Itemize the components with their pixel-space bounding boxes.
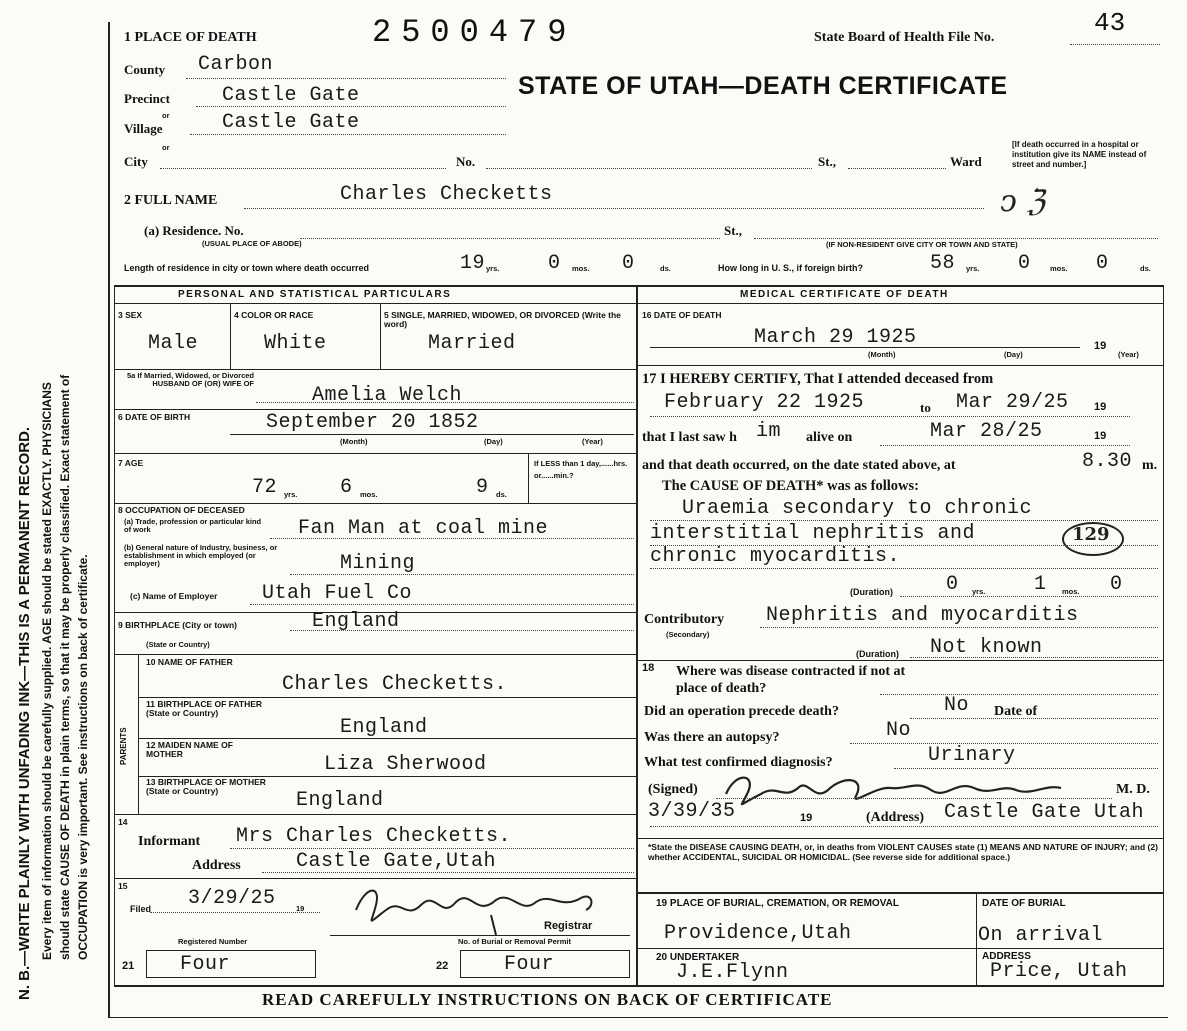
industry-line <box>290 574 634 575</box>
mother-bp-label: 13 BIRTHPLACE OF MOTHER (State or Country) <box>146 777 266 796</box>
informant-address-line <box>262 872 634 873</box>
informant-value: Mrs Charles Checketts. <box>236 825 512 848</box>
duration-mos-unit: mos. <box>1062 587 1080 596</box>
row16-line <box>636 365 1163 366</box>
death-time-text: and that death occurred, on the date stated above, at <box>642 458 956 473</box>
row14-line <box>114 878 636 879</box>
place-of-death-label: 1 PLACE OF DEATH <box>124 30 257 45</box>
row3-line <box>114 369 636 370</box>
row6-line <box>114 453 636 454</box>
sex-label: 3 SEX <box>118 310 143 320</box>
medical-heading-line <box>636 303 1163 304</box>
county-label: County <box>124 62 166 77</box>
left-inner-border <box>114 285 115 985</box>
item-15: 15 <box>118 881 128 891</box>
length-residence-label: Length of residence in city or town where death occurred <box>124 263 370 273</box>
less-than-label: If LESS than 1 day,......hrs. or......min.? <box>534 459 628 480</box>
undertaker-address-label: ADDRESS <box>982 951 1031 962</box>
duration-label: (Duration) <box>850 587 893 597</box>
date-of-death-value: March 29 1925 <box>754 326 917 349</box>
dob-year-label: (Year) <box>582 437 603 446</box>
cause-code: 129 <box>1072 524 1110 545</box>
parents-divider <box>138 654 139 814</box>
row7-line <box>114 503 636 504</box>
mother-label: 12 MAIDEN NAME OF MOTHER <box>146 740 233 759</box>
side-note-3: should state CAUSE OF DEATH in plain terms, so that it may be properly classified. Exact statement of <box>58 374 72 960</box>
residence-st-label: St., <box>724 223 743 238</box>
duration-yrs: 0 <box>946 573 959 596</box>
operation-label: Did an operation precede death? <box>644 704 839 719</box>
village-label: Village <box>124 121 163 136</box>
item-21: 21 <box>122 960 135 972</box>
date-of-death-line <box>650 347 1080 348</box>
filed-line <box>150 912 320 913</box>
father-bp-value: England <box>340 716 428 739</box>
cause-line-1-rule <box>650 520 1158 521</box>
us-yrs: 58 <box>930 252 956 275</box>
length-ds-unit: ds. <box>660 264 671 273</box>
informant-line <box>230 848 634 849</box>
birthplace-value: England <box>312 610 400 633</box>
village-value: Castle Gate <box>222 111 360 134</box>
bottom-grid-line <box>114 985 1164 987</box>
row5a-line <box>114 409 636 410</box>
signed-rule <box>716 798 1112 799</box>
contrib-duration-label: (Duration) <box>856 649 899 659</box>
registrar-line <box>330 935 630 936</box>
middle-divider <box>636 285 638 985</box>
autopsy-value: No <box>886 719 912 742</box>
permit-label: No. of Burial or Removal Permit <box>458 937 571 946</box>
age-yrs-unit: yrs. <box>284 490 298 499</box>
occupation-label: 8 OCCUPATION OF DECEASED <box>118 505 245 515</box>
city-label: City <box>124 154 148 169</box>
age-ds: 9 <box>476 476 489 499</box>
occupation-line <box>270 538 634 539</box>
item-22: 22 <box>436 960 449 972</box>
or-2: or <box>162 143 170 152</box>
age-divider <box>528 453 529 503</box>
burial-date-value: On arrival <box>978 924 1104 947</box>
frame-bottom <box>108 1017 1168 1018</box>
item-14: 14 <box>118 817 128 827</box>
cause-line-1: Uraemia secondary to chronic <box>682 497 1033 520</box>
sign-year-prefix: 19 <box>800 812 813 824</box>
occ-a-label: (a) Trade, profession or particular kind of work <box>124 517 262 534</box>
dob-day-label: (Day) <box>484 437 503 446</box>
dob-line <box>230 434 634 435</box>
burial-date-label: DATE OF BURIAL <box>982 898 1066 909</box>
registrar-label: Registrar <box>544 920 593 932</box>
us-ds: 0 <box>1096 252 1109 275</box>
death-day-label: (Day) <box>1004 350 1023 359</box>
village-line <box>190 134 506 135</box>
sign-date-value: 3/39/35 <box>648 800 736 823</box>
sex-value: Male <box>148 332 199 355</box>
father-value: Charles Checketts. <box>282 673 508 696</box>
residence-label: (a) Residence. No. <box>144 223 244 238</box>
spouse-label: 5a If Married, Widowed, or Divorced HUSBAND OF (OR) WIFE OF <box>126 371 254 388</box>
last-saw-him: im <box>756 420 782 443</box>
cause-line-2: interstitial nephritis and <box>650 522 976 545</box>
attended-from: February 22 1925 <box>664 391 865 414</box>
certificate-number: 2500479 <box>372 14 577 51</box>
personal-heading: PERSONAL AND STATISTICAL PARTICULARS <box>178 289 452 300</box>
residence-line <box>300 238 720 239</box>
employer-value: Utah Fuel Co <box>262 582 413 605</box>
physician-address-value: Castle Gate Utah <box>944 801 1145 824</box>
birthplace-sub: (State or Country) <box>146 640 210 649</box>
md-label: M. D. <box>1116 782 1150 797</box>
dob-label: 6 DATE OF BIRTH <box>118 412 191 422</box>
dob-month-label: (Month) <box>340 437 368 446</box>
father-bp-label: 11 BIRTHPLACE OF FATHER (State or Country) <box>146 699 263 718</box>
us-length-label: How long in U. S., if foreign birth? <box>718 263 863 273</box>
item-18: 18 <box>642 662 655 674</box>
undertaker-address-value: Price, Utah <box>990 960 1128 983</box>
to-year-prefix: 19 <box>1094 401 1107 413</box>
physician-address-label: (Address) <box>866 810 925 825</box>
row19-line <box>636 948 1163 949</box>
side-note-1: N. B.—WRITE PLAINLY WITH UNFADING INK—THIS IS A PERMANENT RECORD. <box>16 426 33 1000</box>
operation-rule <box>910 718 1158 719</box>
length-yrs-unit: yrs. <box>486 264 500 273</box>
st-label: St., <box>818 154 837 169</box>
length-ds: 0 <box>622 252 635 275</box>
us-mos-unit: mos. <box>1050 264 1068 273</box>
duration-rule <box>900 596 1158 597</box>
test-label: What test confirmed diagnosis? <box>644 755 833 770</box>
duration-yrs-unit: yrs. <box>972 587 986 596</box>
duration-mos: 1 <box>1034 573 1047 596</box>
no-label: No. <box>456 154 476 169</box>
full-name-label: 2 FULL NAME <box>124 193 218 208</box>
attended-line <box>650 416 1130 417</box>
residence-sub: (USUAL PLACE OF ABODE) <box>202 239 302 248</box>
personal-heading-line <box>114 303 636 304</box>
row9-line <box>114 654 636 655</box>
ward-label: Ward <box>950 154 982 169</box>
operation-value: No <box>944 694 970 717</box>
footer-instructions: READ CAREFULLY INSTRUCTIONS ON BACK OF CERTIFICATE <box>262 990 833 1009</box>
contrib-duration-rule <box>910 657 1158 658</box>
burial-label: 19 PLACE OF BURIAL, CREMATION, OR REMOVAL <box>656 898 899 909</box>
filed-label: Filed <box>130 904 152 914</box>
nonresident-note: (IF NON-RESIDENT GIVE CITY OR TOWN AND STATE) <box>826 240 1018 249</box>
right-border <box>1163 285 1164 985</box>
contrib-duration-value: Not known <box>930 636 1043 659</box>
attended-to: Mar 29/25 <box>956 391 1069 414</box>
date-of-death-label: 16 DATE OF DEATH <box>642 310 722 320</box>
operation-date-label: Date of <box>994 704 1038 719</box>
length-yrs: 19 <box>460 252 486 275</box>
duration-ds: 0 <box>1110 573 1123 596</box>
death-year-prefix: 19 <box>1094 340 1107 352</box>
undertaker-value: J.E.Flynn <box>676 961 789 984</box>
informant-label: Informant <box>138 834 201 849</box>
permit-number-value: Four <box>504 953 555 976</box>
precinct-label: Precinct <box>124 91 170 106</box>
medical-heading: MEDICAL CERTIFICATE OF DEATH <box>740 289 949 300</box>
cause-line-3: chronic myocarditis. <box>650 545 901 568</box>
row11-line <box>138 738 636 739</box>
birthplace-label: 9 BIRTHPLACE (City or town) <box>118 620 237 630</box>
length-mos-unit: mos. <box>572 264 590 273</box>
to-label: to <box>920 400 931 415</box>
contracted-rule <box>880 694 1158 695</box>
filed-value: 3/29/25 <box>188 887 276 910</box>
last-saw-text: that I last saw h <box>642 430 737 445</box>
length-mos: 0 <box>548 252 561 275</box>
test-value: Urinary <box>928 744 1016 767</box>
main-top-line <box>114 285 1164 287</box>
marital-label: 5 SINGLE, MARRIED, WIDOWED, OR DIVORCED (Write the word) <box>384 310 621 329</box>
industry-value: Mining <box>340 552 416 575</box>
or-1: or <box>162 111 170 120</box>
full-name-line <box>244 208 984 209</box>
autopsy-label: Was there an autopsy? <box>644 730 780 745</box>
death-time-m: m. <box>1142 458 1158 473</box>
undertaker-label: 20 UNDERTAKER <box>656 952 740 963</box>
us-ds-unit: ds. <box>1140 264 1151 273</box>
spouse-value: Amelia Welch <box>312 384 463 407</box>
age-ds-unit: ds. <box>496 490 507 499</box>
ward-scribble: ↄ ℨ <box>1000 184 1045 219</box>
city-line <box>160 168 446 169</box>
address-rule <box>650 826 1158 827</box>
certify-text: 17 I HEREBY CERTIFY, That I attended deceased from <box>642 371 994 387</box>
last-saw-date: Mar 28/25 <box>930 420 1043 443</box>
father-label: 10 NAME OF FATHER <box>146 657 233 667</box>
precinct-value: Castle Gate <box>222 84 360 107</box>
state-file-label: State Board of Health File No. <box>814 30 995 45</box>
footnote: *State the DISEASE CAUSING DEATH, or, in deaths from VIOLENT CAUSES state (1) MEANS AND NATURE OF INJURY; and (2) whether ACCIDENTAL, SUICIDAL OR HOMICIDAL. (See reverse side for additional space.) <box>648 842 1158 862</box>
row13-line <box>114 814 636 815</box>
contracted-label: Where was disease contracted if not at place of death? <box>676 664 906 696</box>
parents-label: PARENTS <box>119 727 128 765</box>
residence-st-line <box>754 238 1158 239</box>
county-value: Carbon <box>198 53 274 76</box>
age-yrs: 72 <box>252 476 278 499</box>
age-mos: 6 <box>340 476 353 499</box>
burial-place-value: Providence,Utah <box>664 922 852 945</box>
reg-number-label: Registered Number <box>178 937 248 946</box>
reg-number-value: Four <box>180 953 231 976</box>
secondary-label: (Secondary) <box>666 630 710 639</box>
mother-bp-value: England <box>296 789 384 812</box>
cause-label: The CAUSE OF DEATH* was as follows: <box>662 478 919 494</box>
alive-on-label: alive on <box>806 430 853 445</box>
us-yrs-unit: yrs. <box>966 264 980 273</box>
row17-line <box>636 660 1163 661</box>
occ-b-label: (b) General nature of Industry, business, or establishment in which employed (or employer) <box>124 543 278 568</box>
filed-year: 19 <box>296 904 305 913</box>
death-month-label: (Month) <box>868 350 896 359</box>
mother-value: Liza Sherwood <box>324 753 487 776</box>
us-mos: 0 <box>1018 252 1031 275</box>
occupation-value: Fan Man at coal mine <box>298 517 549 540</box>
color-divider <box>380 303 381 369</box>
color-value: White <box>264 332 327 355</box>
dob-value: September 20 1852 <box>266 411 479 434</box>
contributory-value: Nephritis and myocarditis <box>766 604 1079 627</box>
county-line <box>186 78 506 79</box>
certificate-title: STATE OF UTAH—DEATH CERTIFICATE <box>518 72 1008 100</box>
side-note-2: Every item of information should be carefully supplied. AGE should be stated EXACTLY. PHYSICIANS <box>40 382 54 960</box>
hospital-note: [If death occurred in a hospital or institution give its NAME instead of street and number.] <box>1012 140 1147 169</box>
death-time-value: 8.30 <box>1082 450 1133 473</box>
informant-address-value: Castle Gate,Utah <box>296 850 497 873</box>
last-saw-year-prefix: 19 <box>1094 430 1107 442</box>
row-sign-line <box>636 838 1163 839</box>
death-year-label: (Year) <box>1118 350 1139 359</box>
row-footnote-line <box>636 892 1163 894</box>
marital-value: Married <box>428 332 516 355</box>
burial-divider <box>976 892 977 985</box>
employer-label: (c) Name of Employer <box>130 591 218 601</box>
last-saw-line <box>880 445 1130 446</box>
state-file-line <box>1070 44 1160 45</box>
row10-line <box>138 697 636 698</box>
cause-line-3-rule <box>650 568 1158 569</box>
color-label: 4 COLOR OR RACE <box>234 310 314 320</box>
employer-line <box>250 604 634 605</box>
age-mos-unit: mos. <box>360 490 378 499</box>
full-name-value: Charles Checketts <box>340 183 553 206</box>
sex-divider <box>230 303 231 369</box>
informant-address-label: Address <box>192 858 241 873</box>
age-label: 7 AGE <box>118 458 144 468</box>
signed-label: (Signed) <box>648 782 698 797</box>
side-note-4: OCCUPATION is very important. See instructions on back of certificate. <box>76 554 90 960</box>
contributory-label: Contributory <box>644 612 725 627</box>
contributory-rule <box>760 627 1158 628</box>
reg-number-box <box>146 950 316 978</box>
st-line <box>848 168 946 169</box>
frame-left <box>108 22 110 1018</box>
state-file-number: 43 <box>1094 8 1126 38</box>
birthplace-line <box>290 630 634 631</box>
no-line <box>486 168 812 169</box>
